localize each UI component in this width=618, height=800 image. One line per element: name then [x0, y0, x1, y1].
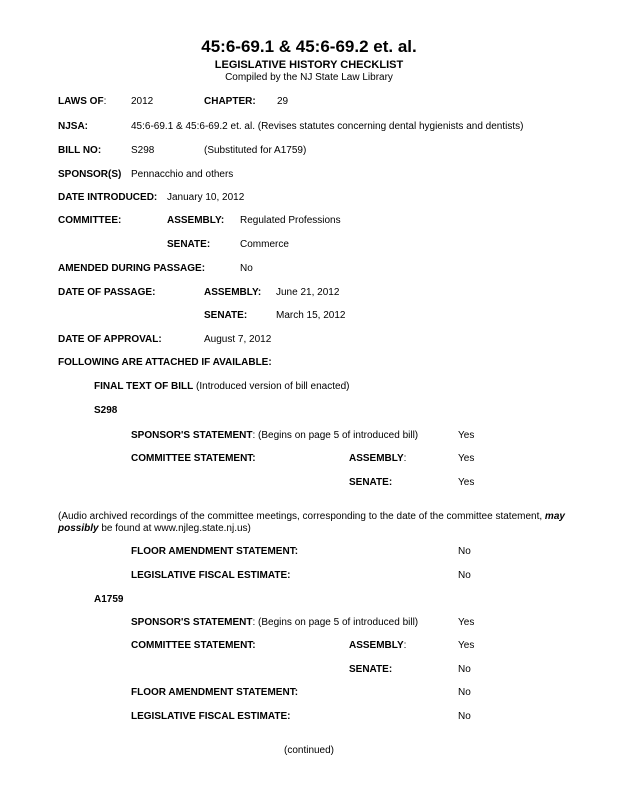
s298-committee-senate-label: SENATE: [349, 477, 393, 488]
s298-sponsor-value: Yes [458, 430, 475, 441]
a1759-committee-assembly-value: Yes [458, 640, 475, 651]
bill-no-label: BILL NO: [58, 145, 102, 156]
sponsors-value: Pennacchio and others [131, 169, 234, 180]
passage-senate-value: March 15, 2012 [276, 310, 346, 321]
sponsors-label: SPONSOR(S) [58, 169, 122, 180]
a1759-committee-assembly-label: ASSEMBLY: [349, 640, 407, 651]
a1759-committee-senate-label: SENATE: [349, 664, 393, 675]
passage-assembly-label: ASSEMBLY: [204, 287, 262, 298]
a1759-floor-amendment-label: FLOOR AMENDMENT STATEMENT: [131, 687, 299, 698]
s298-fiscal-estimate-value: No [458, 570, 471, 581]
a1759-floor-amendment-value: No [458, 687, 471, 698]
audio-note: (Audio archived recordings of the committee meetings, corresponding to the date of the committee statement, may possibly be found at www.njleg.state.nj.us) [58, 511, 565, 534]
a1759-committee-statement-label: COMMITTEE STATEMENT: [131, 640, 256, 651]
date-of-approval-label: DATE OF APPROVAL: [58, 334, 162, 345]
attached-heading: FOLLOWING ARE ATTACHED IF AVAILABLE: [58, 357, 272, 368]
laws-of-label: LAWS OF: [58, 96, 107, 107]
compiled-by: Compiled by the NJ State Law Library [225, 72, 393, 83]
committee-assembly-label: ASSEMBLY: [167, 215, 225, 226]
s298-committee-statement-label: COMMITTEE STATEMENT: [131, 453, 256, 464]
bill-substituted-note: (Substituted for A1759) [204, 145, 307, 156]
committee-senate-value: Commerce [240, 239, 289, 250]
chapter-value: 29 [277, 96, 289, 107]
s298-committee-senate-value: Yes [458, 477, 475, 488]
s298-floor-amendment-value: No [458, 546, 471, 557]
a1759-committee-senate-value: No [458, 664, 471, 675]
date-of-approval-value: August 7, 2012 [204, 334, 272, 345]
s298-committee-assembly-label: ASSEMBLY: [349, 453, 407, 464]
a1759-fiscal-estimate-value: No [458, 711, 471, 722]
s298-committee-assembly-value: Yes [458, 453, 475, 464]
amended-label: AMENDED DURING PASSAGE: [58, 263, 206, 274]
amended-value: No [240, 263, 253, 274]
s298-sponsor-statement: SPONSOR'S STATEMENT: (Begins on page 5 of introduced bill) [131, 430, 419, 441]
date-introduced-label: DATE INTRODUCED: [58, 192, 158, 203]
njsa-label: NJSA: [58, 121, 89, 132]
s298-fiscal-estimate-label: LEGISLATIVE FISCAL ESTIMATE: [131, 570, 291, 581]
bill-no-value: S298 [131, 145, 155, 156]
date-introduced-value: January 10, 2012 [167, 192, 245, 203]
page-subtitle: LEGISLATIVE HISTORY CHECKLIST [214, 59, 404, 71]
page-title: 45:6-69.1 & 45:6-69.2 et. al. [201, 37, 417, 56]
date-of-passage-label: DATE OF PASSAGE: [58, 287, 156, 298]
chapter-label: CHAPTER: [204, 96, 256, 107]
committee-label: COMMITTEE: [58, 215, 122, 226]
a1759-sponsor-statement: SPONSOR'S STATEMENT: (Begins on page 5 of introduced bill) [131, 617, 419, 628]
a1759-sponsor-value: Yes [458, 617, 475, 628]
committee-senate-label: SENATE: [167, 239, 211, 250]
s298-floor-amendment-label: FLOOR AMENDMENT STATEMENT: [131, 546, 299, 557]
njsa-value: 45:6-69.1 & 45:6-69.2 et. al. (Revises statutes concerning dental hygienists and dentists) [131, 121, 524, 132]
final-text-line: FINAL TEXT OF BILL (Introduced version of bill enacted) [94, 381, 350, 392]
passage-senate-label: SENATE: [204, 310, 248, 321]
continued-note: (continued) [283, 745, 335, 756]
committee-assembly-value: Regulated Professions [240, 215, 341, 226]
a1759-fiscal-estimate-label: LEGISLATIVE FISCAL ESTIMATE: [131, 711, 291, 722]
passage-assembly-value: June 21, 2012 [276, 287, 340, 298]
s298-heading: S298 [94, 405, 118, 416]
laws-of-value: 2012 [131, 96, 154, 107]
a1759-heading: A1759 [94, 594, 124, 605]
